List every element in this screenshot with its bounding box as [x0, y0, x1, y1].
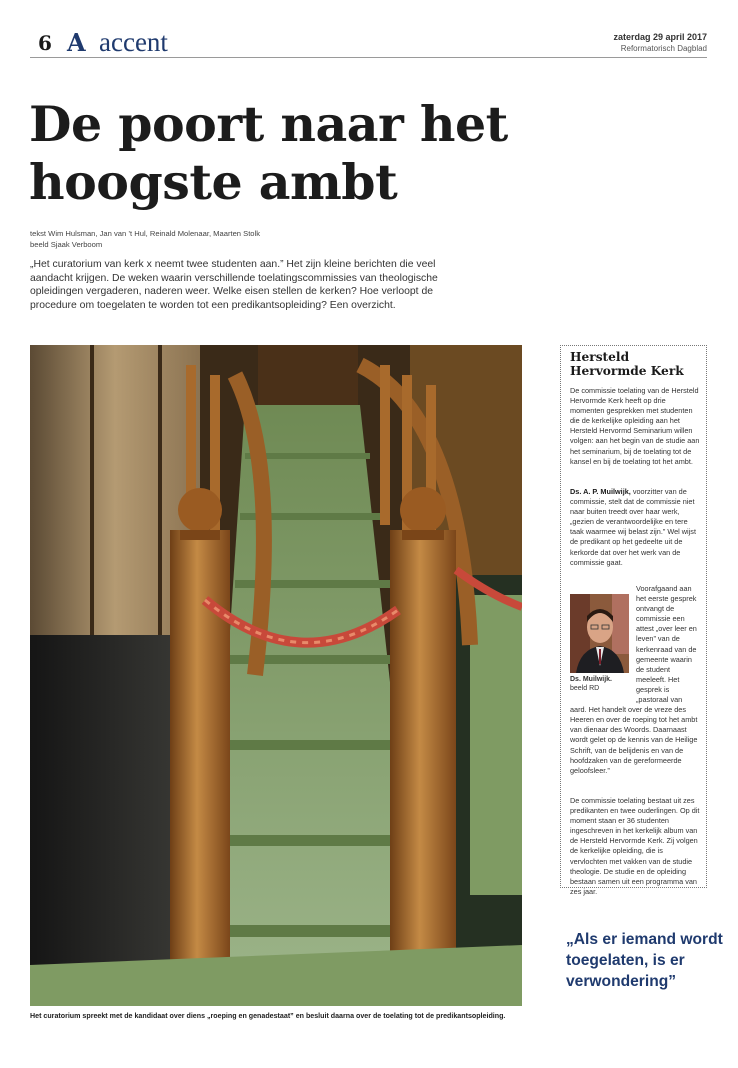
sidebar-title: Hersteld Hervormde Kerk [570, 350, 684, 378]
sidebar-paragraph-3: Voorafgaand aan het eerste gesprek ontvangt de commissie een attest „over leer en leven” van de kerkenraad van de gemeente waarin de student meeleeft. Het gesprek is „pastoraal van aard. Het handelt over de vreze des Heeren en over de roeping tot het ambt van dienaar des Woords. Daarnaast wordt gelet op de kennis van de Heilige Schrift, van de belijdenis en van de hoofdzaken van de gereformeerde geloofsleer.” [570, 584, 698, 775]
portrait-credit: beeld RD [570, 685, 600, 692]
header-rule [30, 57, 707, 58]
credits [30, 228, 260, 250]
pull-quote: „Als er iemand wordt toegelaten, is er verwondering” [566, 931, 723, 990]
sidebar-paragraph-2 [570, 487, 700, 568]
headline: De poort naar het hoogste ambt [29, 95, 508, 211]
staircase-photo [30, 345, 522, 1006]
portrait-wrap-spacer [570, 594, 636, 705]
header-paper: Reformatorisch Dagblad [620, 44, 707, 53]
sidebar-paragraph-1: De commissie toelating van de Hersteld Hervormde Kerk heeft op drie momenten gesprekken met studenten die de kerkelijke opleiding aan het Hersteld Hervormd Seminarium willen volgen: aan het begin van de studie aan het seminarium, bij de toelating tot de kansel en bij de toelating tot het ambt. [570, 386, 700, 466]
intro-paragraph: „Het curatorium van kerk x neemt twee studenten aan.” Het zijn kleine berichten die veel aandacht krijgen. De weken waarin verschillende toelatingscommissies van theologische opleidingen vergaderen, naderen weer. Welke eisen stellen de kerken? Hoe verloopt de procedure om toegelaten te worden tot een predikantsopleiding? Een overzicht. [30, 259, 438, 311]
sidebar-speaker-name: Ds. A. P. Muilwijk, [570, 487, 631, 496]
sidebar-paragraph-2-text: voorzitter van de commissie, stelt dat de commissie niet naar buiten treedt over haar werk, „gezien de verantwoordelijke en tere taak waarmee wij belast zijn.” Wel wijst de predikant op het gedeelte uit de kerkorde dat over het werk van de commissie gaat. [570, 487, 696, 567]
photo-caption: Het curatorium spreekt met de kandidaat over diens „roeping en genadestaat” en besluit daarna over de toelating tot de predikantsopleiding. [30, 1012, 506, 1020]
header-date: zaterdag 29 april 2017 [613, 32, 707, 42]
credits-text: tekst Wim Hulsman, Jan van ’t Hul, Reinald Molenaar, Maarten Stolk [30, 229, 261, 238]
section-logo: A [67, 28, 86, 57]
section-name: accent [99, 27, 168, 57]
portrait-name: Ds. Muilwijk. [570, 676, 613, 683]
sidebar-paragraph-4: De commissie toelating bestaat uit zes predikanten en twee ouderlingen. Op dit moment staan er 36 studenten ingeschreven in het kerkelijk album van de Hersteld Hervormde Kerk. Zij volgen de kerkelijke opleiding, die is vervlochten met vakken van de studie theologie. De studie en de opleiding bestaan samen uit een programma van zes jaar. [570, 796, 700, 896]
sidebar-box [560, 345, 707, 896]
page-number: 6 [38, 31, 52, 55]
credits-photo: beeld Sjaak Verboom [30, 240, 103, 249]
